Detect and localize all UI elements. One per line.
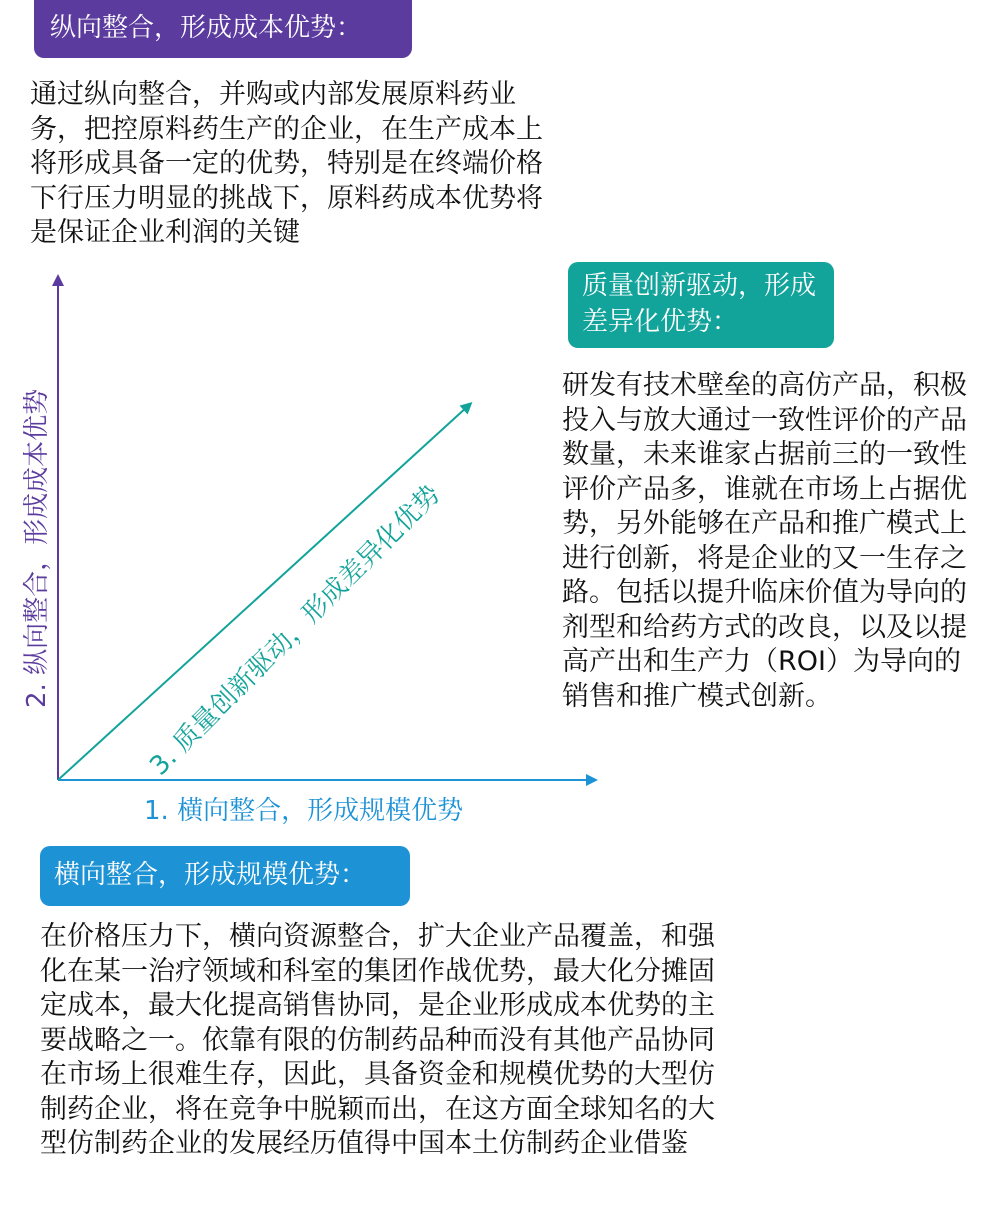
x-axis-label: 1. 横向整合，形成规模优势	[144, 796, 464, 826]
diagonal-label: 3. 质量创新驱动，形成差异化优势	[144, 479, 447, 782]
vertical-integration-title: 纵向整合，形成成本优势：	[34, 0, 412, 58]
quality-innovation-title: 质量创新驱动，形成差异化优势：	[568, 262, 834, 348]
diagonal-arrow	[58, 406, 468, 780]
quality-innovation-text: 研发有技术壁垒的高仿产品，积极投入与放大通过一致性评价的产品数量，未来谁家占据前三的一致性评价产品多，谁就在市场上占据优势，另外能够在产品和推广模式上进行创新，将是企业的又一生存之路。包括以提升临床价值为导向的剂型和给药方式的改良，以及以提高产出和生产力（ROI）为导向的销售和推广模式创新。	[562, 370, 967, 712]
vertical-integration-text: 通过纵向整合，并购或内部发展原料药业务，把控原料药生产的企业，在生产成本上将形成具备一定的优势，特别是在终端价格下行压力明显的挑战下，原料药成本优势将是保证企业利润的关键	[30, 79, 543, 248]
horizontal-integration-text: 在价格压力下，横向资源整合，扩大企业产品覆盖，和强化在某一治疗领域和科室的集团作战优势，最大化分摊固定成本，最大化提高销售协同，是企业形成成本优势的主要战略之一。依靠有限的仿制药品种而没有其他产品协同在市场上很难生存，因此，具备资金和规模优势的大型仿制药企业，将在竞争中脱颖而出，在这方面全球知名的大型仿制药企业的发展经历值得中国本土仿制药企业借鉴	[40, 921, 715, 1159]
horizontal-integration-title: 横向整合，形成规模优势：	[40, 846, 410, 906]
y-axis-label: 2. 纵向整合，形成成本优势	[22, 388, 52, 708]
